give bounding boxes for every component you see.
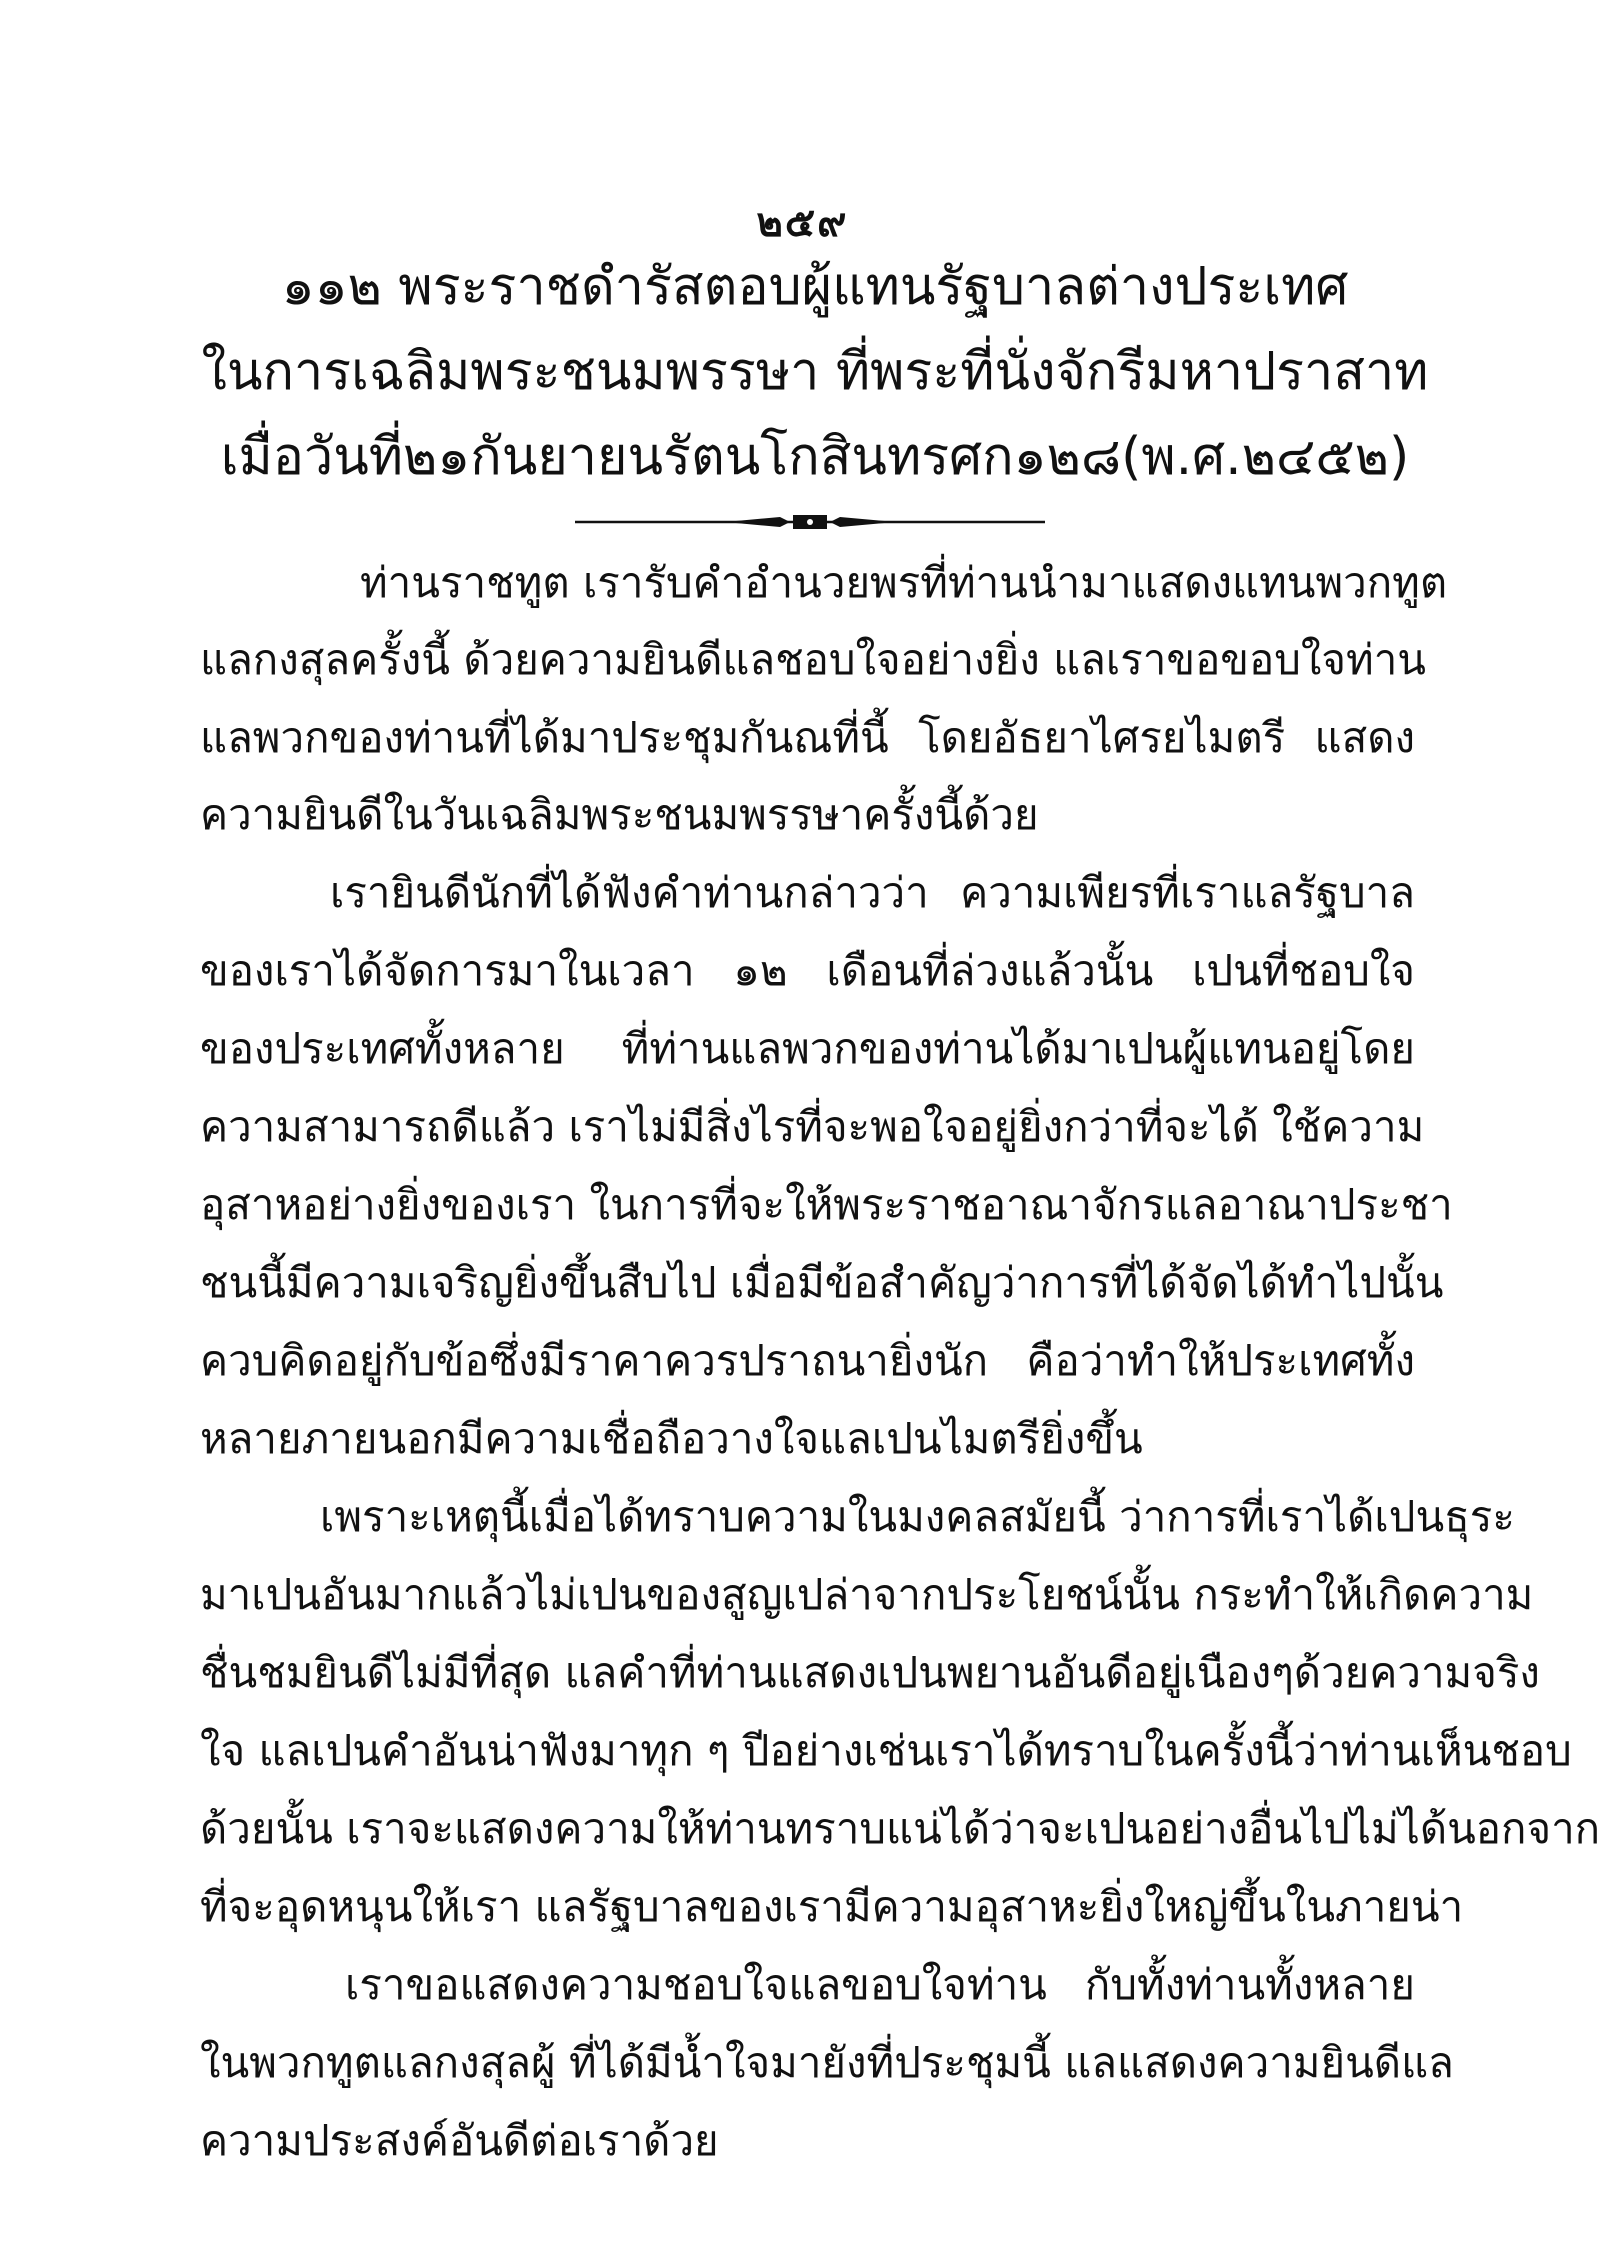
page-number: ๒๕๙ xyxy=(756,200,849,246)
body-line: ที่จะอุดหนุนให้เรา แลรัฐบาลของเรามีความอุสาหะยิ่งใหญ่ขึ้นในภายน่า xyxy=(200,1882,1464,1931)
body-line: ของประเทศทั้งหลาย ที่ท่านแลพวกของท่านได้มาเปนผู้แทนอยู่โดย xyxy=(200,1024,1415,1073)
body-line: เพราะเหตุนี้เมื่อได้ทราบความในมงคลสมัยนี้ ว่าการที่เราได้เปนธุระ xyxy=(320,1492,1515,1541)
heading-line-2: ในการเฉลิมพระชนมพรรษา ที่พระที่นั่งจักรีมหาปราสาท xyxy=(201,342,1429,402)
heading-line-3: เมื่อวันที่๒๑กันยายนรัตนโกสินทรศก๑๒๘(พ.ศ.๒๔๕๒) xyxy=(220,427,1410,487)
body-line: ด้วยนั้น เราจะแสดงความให้ท่านทราบแน่ได้ว่าจะเปนอย่างอื่นไปไม่ได้นอกจาก xyxy=(200,1804,1601,1853)
body-line: ควบคิดอยู่กับข้อซึ่งมีราคาควรปราถนายิ่งนัก คือว่าทำให้ประเทศทั้ง xyxy=(200,1336,1415,1385)
heading-line-1: ๑๑๒ พระราชดำรัสตอบผู้แทนรัฐบาลต่างประเทศ xyxy=(281,257,1349,317)
body-line: เรายินดีนักที่ได้ฟังคำท่านกล่าวว่า ความเพียรที่เราแลรัฐบาล xyxy=(330,868,1415,917)
body-line: ความประสงค์อันดีต่อเราด้วย xyxy=(200,2116,719,2165)
body-line: แลพวกของท่านที่ได้มาประชุมกันณที่นี้ โดยอัธยาไศรยไมตรี แสดง xyxy=(200,713,1415,762)
body-line: ในพวกทูตแลกงสุลผู้ ที่ได้มีน้ำใจมายังที่ประชุมนี้ แลแสดงความยินดีแล xyxy=(200,2038,1454,2087)
body-line: อุสาหอย่างยิ่งของเรา ในการที่จะให้พระราชอาณาจักรแลอาณาประชา xyxy=(200,1180,1453,1229)
body-line: ของเราได้จัดการมาในเวลา ๑๒ เดือนที่ล่วงแล้วนั้น เปนที่ชอบใจ xyxy=(200,946,1415,995)
body-line: ชื่นชมยินดีไม่มีที่สุด แลคำที่ท่านแสดงเปนพยานอันดีอยู่เนืองๆด้วยความจริง xyxy=(200,1648,1540,1697)
body-line: เราขอแสดงความชอบใจแลขอบใจท่าน กับทั้งท่านทั้งหลาย xyxy=(345,1960,1415,2009)
ornamental-divider xyxy=(575,510,1045,534)
body-line: ชนนี้มีความเจริญยิ่งขึ้นสืบไป เมื่อมีข้อสำคัญว่าการที่ได้จัดได้ทำไปนั้น xyxy=(200,1258,1444,1307)
body-line: ความยินดีในวันเฉลิมพระชนมพรรษาครั้งนี้ด้วย xyxy=(200,790,1039,839)
body-line: ความสามารถดีแล้ว เราไม่มีสิ่งไรที่จะพอใจอยู่ยิ่งกว่าที่จะได้ ใช้ความ xyxy=(200,1102,1425,1151)
body-line: แลกงสุลครั้งนี้ ด้วยความยินดีแลชอบใจอย่างยิ่ง แลเราขอขอบใจท่าน xyxy=(200,635,1426,684)
body-line: มาเปนอันมากแล้วไม่เปนของสูญเปล่าจากประโยชน์นั้น กระทำให้เกิดความ xyxy=(200,1570,1534,1619)
body-line: หลายภายนอกมีความเชื่อถือวางใจแลเปนไมตรียิ่งขึ้น xyxy=(200,1414,1143,1463)
body-line: ท่านราชทูต เรารับคำอำนวยพรที่ท่านนำมาแสดงแทนพวกทูต xyxy=(360,558,1448,607)
body-line: ใจ แลเปนคำอันน่าฟังมาทุก ๆ ปีอย่างเช่นเราได้ทราบในครั้งนี้ว่าท่านเห็นชอบ xyxy=(200,1726,1572,1775)
